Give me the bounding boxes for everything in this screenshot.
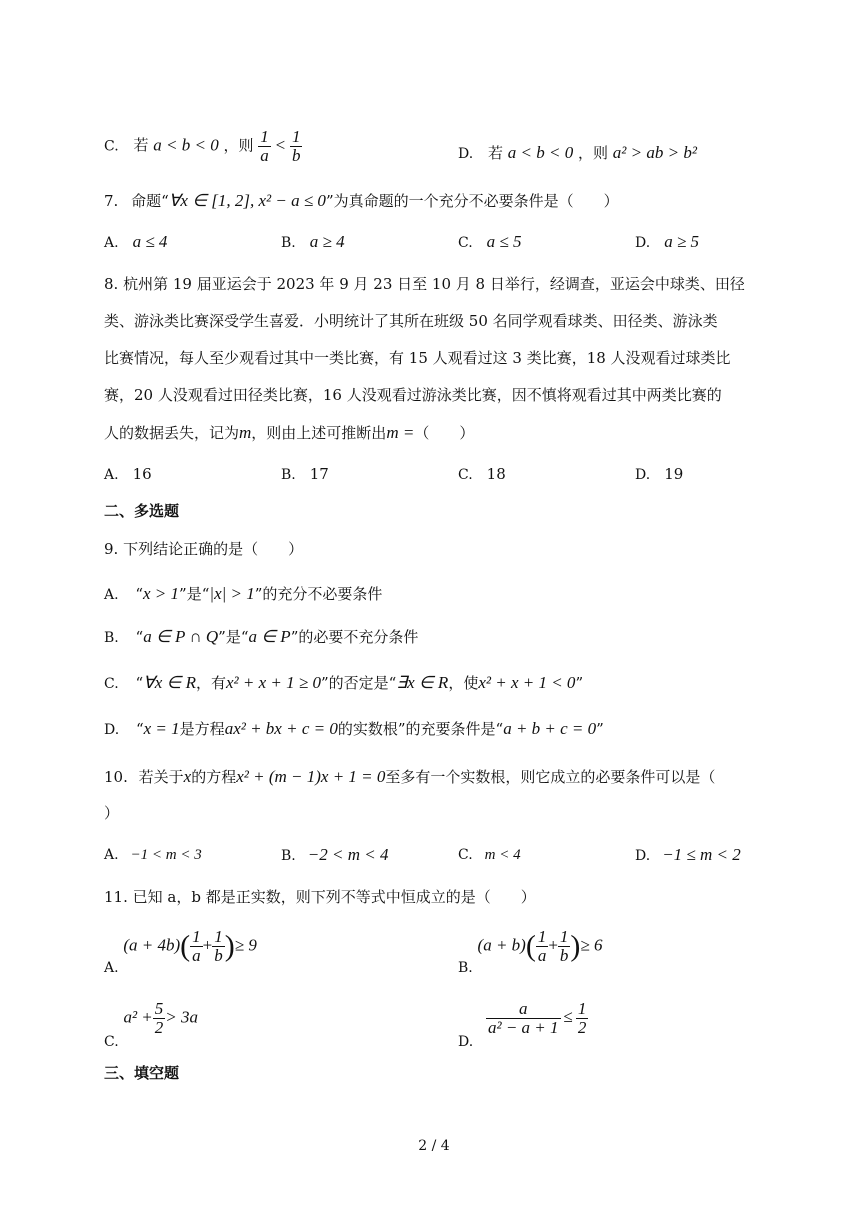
option-expression: a ≤ 4 (132, 232, 168, 251)
math: ∃x ∈ R (396, 673, 449, 692)
text: “ (135, 628, 144, 646)
fraction (212, 928, 225, 965)
q11-option-d (458, 999, 588, 1051)
q6-c-fraction-1 (258, 128, 271, 165)
right-paren: ) (570, 929, 581, 963)
text: ”是“ (218, 628, 249, 646)
q8-last-mid: ，则由上述可推断出 (251, 424, 387, 442)
plus: + (202, 935, 213, 955)
q8-line-1 (104, 266, 764, 303)
q10-option-b (281, 845, 388, 865)
math: ax² + bx + c = 0 (224, 719, 338, 738)
q6-d-pre: 若 (487, 144, 503, 162)
option-label: D. (635, 848, 651, 864)
option-label: B. (281, 235, 296, 251)
numerator: 1 (260, 127, 269, 146)
q7-option-b (281, 232, 345, 252)
text: 是方程 (179, 720, 225, 738)
option-label: C. (458, 235, 473, 251)
math: ≤ (563, 1007, 573, 1027)
q11-text: 已知 a，b 都是正实数，则下列不等式中恒成立的是（ ） (132, 888, 536, 906)
option-value: 16 (132, 465, 152, 483)
q9-text: 下列结论正确的是（ ） (123, 540, 304, 558)
option-label: C. (458, 467, 473, 483)
right-paren: ) (224, 929, 235, 963)
q8-text: 杭州第 19 届亚运会于 2023 年 9 月 23 日至 10 月 8 日举行，经调查，亚运会中球类、田径 (123, 275, 745, 293)
option-expression: m < 4 (484, 847, 521, 863)
option-expression: −1 < m < 3 (130, 847, 202, 863)
option-label: D. (635, 467, 651, 483)
q11-option-c (104, 999, 199, 1051)
q6-c-condition: a < b < 0 (153, 135, 219, 155)
q8-line-5 (104, 414, 764, 452)
numerator: a (518, 999, 528, 1018)
q6-c-fraction-2 (290, 128, 303, 165)
q6-option-c (104, 128, 302, 165)
fraction (536, 928, 549, 965)
question-number: 7. (104, 192, 119, 210)
text: ”的充分不必要条件 (254, 585, 383, 603)
numerator: 1 (214, 927, 223, 946)
option-label: D. (458, 146, 474, 162)
q8-option-c (458, 465, 506, 483)
q11-option-b (458, 927, 603, 977)
option-label: B. (104, 630, 119, 646)
text: 至多有一个实数根，则它成立的必要条件可以是（ (385, 768, 716, 786)
option-expression: −2 < m < 4 (307, 845, 389, 864)
text: ，有 (196, 674, 227, 692)
q10-stem (104, 766, 715, 787)
option-label: A. (104, 847, 119, 863)
option-label: C. (104, 138, 119, 155)
text: ，使 (448, 674, 479, 692)
q11-stem (104, 886, 536, 907)
q7-expression: ∀x ∈ [1, 2], x² − a ≤ 0 (168, 191, 326, 210)
option-expression: a ≤ 5 (486, 232, 522, 251)
q11-option-a (104, 927, 257, 977)
text: “ (135, 585, 144, 603)
math: (a + 4b) (123, 935, 181, 955)
fraction (558, 928, 571, 965)
option-label: B. (458, 960, 473, 977)
plus: + (548, 935, 558, 955)
denominator: b (559, 945, 569, 965)
option-expression: −1 ≤ m < 2 (662, 845, 741, 864)
option-label: D. (104, 722, 120, 738)
option-label: A. (104, 587, 119, 603)
text: 的实数根”的充要条件是“ (337, 720, 504, 738)
math: x > 1 (143, 584, 180, 603)
math: x = 1 (143, 719, 180, 738)
q7-option-c (458, 232, 522, 252)
math: a ∈ P ∩ Q (143, 627, 219, 646)
q6-d-mid: ，则 (578, 144, 609, 162)
text: ”的否定是“ (320, 674, 397, 692)
text: “ (135, 720, 144, 738)
option-label: D. (458, 1034, 474, 1051)
q9-option-c (104, 672, 583, 693)
math: x (183, 767, 192, 786)
q8-option-a (104, 465, 152, 483)
text: ”是“ (179, 585, 210, 603)
q7-suffix: ”为真命题的一个充分不必要条件是（ ） (325, 192, 619, 210)
q9-stem (104, 538, 303, 559)
less-than: < (275, 135, 286, 155)
option-value: 18 (486, 465, 506, 483)
math: x² + x + 1 ≥ 0 (226, 673, 321, 692)
text: “ (135, 674, 144, 692)
section-heading-multiple-choice: 二、多选题 (104, 502, 180, 520)
option-label: B. (281, 848, 296, 864)
q8-option-b (281, 465, 329, 483)
fraction (190, 928, 203, 965)
option-label: C. (458, 847, 473, 863)
math: > 3a (165, 1007, 199, 1027)
option-value: 17 (309, 465, 329, 483)
q8-option-d (635, 465, 683, 483)
q8-var: m (239, 423, 252, 442)
q8-last-post: （ ） (414, 424, 475, 442)
page-indicator: 2 / 4 (418, 1138, 450, 1154)
denominator: a (260, 145, 269, 165)
option-expression: a ≥ 5 (664, 232, 700, 251)
option-label: B. (281, 467, 296, 483)
denominator: a (192, 945, 201, 965)
q6-d-expression: a² > ab > b² (612, 143, 697, 162)
text: 的方程 (191, 768, 237, 786)
q8-line-3: 比赛情况，每人至少观看过其中一类比赛，有 15 人观看过这 3 类比赛，18 人没观看过球类比 (104, 349, 731, 367)
fraction (486, 1000, 561, 1037)
q10-close-paren: ） (104, 804, 120, 822)
left-paren: ( (180, 929, 191, 963)
numerator: 1 (559, 927, 569, 946)
math: (a + b) (477, 935, 526, 955)
numerator: 5 (154, 999, 164, 1018)
fraction (576, 1000, 589, 1037)
question-number: 11. (104, 888, 128, 906)
q7-option-a (104, 232, 167, 252)
numerator: 1 (291, 127, 301, 146)
math: x² + x + 1 < 0 (478, 673, 576, 692)
option-expression: a ≥ 4 (309, 232, 345, 251)
section-heading-fill-in: 三、填空题 (104, 1064, 180, 1082)
math: |x| > 1 (209, 584, 255, 603)
denominator: a² − a + 1 (487, 1017, 559, 1037)
q9-option-d (104, 718, 604, 739)
option-label: C. (104, 1034, 119, 1051)
text: ” (596, 720, 604, 738)
math: ≥ 9 (234, 935, 257, 955)
text: ”的必要不充分条件 (290, 628, 419, 646)
math: a + b + c = 0 (503, 719, 597, 738)
q8-line-4: 赛，20 人没观看过田径类比赛，16 人没观看过游泳类比赛，因不慎将观看过其中两类比赛的 (104, 386, 722, 404)
math: ∀x ∈ R (143, 673, 196, 692)
math: ≥ 6 (580, 935, 603, 955)
denominator: a (537, 945, 547, 965)
numerator: 1 (537, 927, 547, 946)
option-label: A. (104, 467, 119, 483)
text: 若关于 (138, 768, 184, 786)
q7-option-d (635, 232, 699, 252)
q8-eq: m = (386, 423, 415, 442)
q6-option-d (458, 142, 697, 163)
denominator: 2 (154, 1017, 164, 1037)
fraction (153, 1000, 166, 1037)
option-label: C. (104, 676, 119, 692)
q8-stem (104, 266, 764, 452)
q10-option-a (104, 845, 202, 864)
numerator: 1 (577, 999, 587, 1018)
q8-line-2: 类、游泳类比赛深受学生喜爱．小明统计了其所在班级 50 名同学观看球类、田径类、游泳类 (104, 312, 718, 330)
q9-option-a (104, 583, 382, 604)
option-value: 19 (664, 465, 684, 483)
denominator: b (214, 945, 223, 965)
math: a² + (123, 1007, 153, 1027)
q6-c-pre: 若 (133, 136, 149, 155)
q10-option-d (635, 845, 741, 865)
option-label: A. (104, 960, 119, 977)
q6-d-condition: a < b < 0 (507, 143, 574, 162)
question-number: 9. (104, 540, 119, 558)
text: ” (575, 674, 584, 692)
q10-equation: x² + (m − 1)x + 1 = 0 (236, 767, 386, 786)
option-label: A. (104, 235, 119, 251)
q9-option-b (104, 626, 418, 647)
denominator: b (291, 145, 301, 165)
question-number: 8. (104, 275, 119, 293)
numerator: 1 (192, 927, 201, 946)
math: a ∈ P (248, 627, 291, 646)
left-paren: ( (525, 929, 536, 963)
q10-option-c (458, 845, 521, 864)
q7-stem (104, 190, 619, 211)
option-label: D. (635, 235, 651, 251)
q8-last-pre: 人的数据丢失，记为 (104, 424, 240, 442)
denominator: 2 (577, 1017, 587, 1037)
q7-prefix: 命题“ (131, 192, 169, 210)
question-number: 10. (104, 768, 128, 786)
q6-c-mid: ，则 (223, 136, 254, 155)
